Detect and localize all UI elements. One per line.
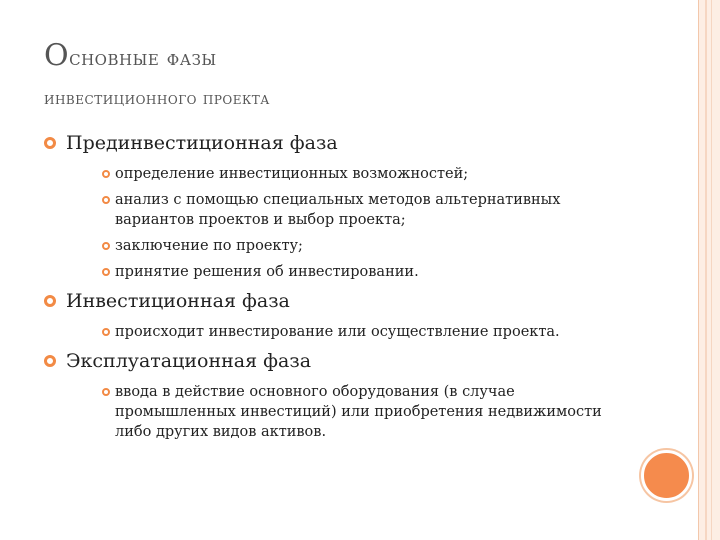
list-item-text: происходит инвестирование или осуществление проекта. bbox=[115, 324, 560, 340]
phase-block-operational bbox=[44, 348, 634, 442]
phase-sub-list bbox=[102, 164, 634, 282]
sub-bullet-icon bbox=[102, 328, 110, 336]
list-item bbox=[102, 262, 634, 282]
phase-sub-list bbox=[102, 322, 634, 342]
bullet-icon bbox=[44, 295, 56, 307]
list-item bbox=[102, 164, 634, 184]
phase-sub-list bbox=[102, 382, 634, 442]
phase-block-investment bbox=[44, 288, 634, 342]
phase-label: Прединвестиционная фаза bbox=[66, 132, 338, 154]
sub-bullet-icon bbox=[102, 388, 110, 396]
slide-title bbox=[44, 40, 270, 111]
decorative-side-band bbox=[698, 0, 720, 540]
list-item bbox=[102, 382, 634, 442]
bullet-icon bbox=[44, 137, 56, 149]
phase-heading bbox=[44, 288, 634, 314]
list-item-text: ввода в действие основного оборудования (в случае промышленных инвестиций) или приобретения недвижимости либо других видов активов. bbox=[115, 384, 602, 440]
title-line-2: инвестиционного проекта bbox=[44, 89, 270, 109]
phase-label: Инвестиционная фаза bbox=[66, 290, 290, 312]
sub-bullet-icon bbox=[102, 268, 110, 276]
list-item-text: определение инвестиционных возможностей; bbox=[115, 166, 469, 182]
list-item-text: принятие решения об инвестировании. bbox=[115, 264, 419, 280]
list-item bbox=[102, 322, 634, 342]
slide-content bbox=[44, 130, 634, 448]
title-line-1: Основные фазы bbox=[44, 38, 217, 73]
list-item bbox=[102, 236, 634, 256]
phase-heading bbox=[44, 348, 634, 374]
phase-label: Эксплуатационная фаза bbox=[66, 350, 312, 372]
sub-bullet-icon bbox=[102, 170, 110, 178]
phase-block-preinvestment bbox=[44, 130, 634, 282]
list-item-text: анализ с помощью специальных методов альтернативных вариантов проектов и выбор проекта; bbox=[115, 192, 561, 228]
sub-bullet-icon bbox=[102, 196, 110, 204]
decorative-circle-icon bbox=[641, 450, 692, 501]
phase-heading bbox=[44, 130, 634, 156]
sub-bullet-icon bbox=[102, 242, 110, 250]
list-item bbox=[102, 190, 634, 230]
bullet-icon bbox=[44, 355, 56, 367]
list-item-text: заключение по проекту; bbox=[115, 238, 303, 254]
